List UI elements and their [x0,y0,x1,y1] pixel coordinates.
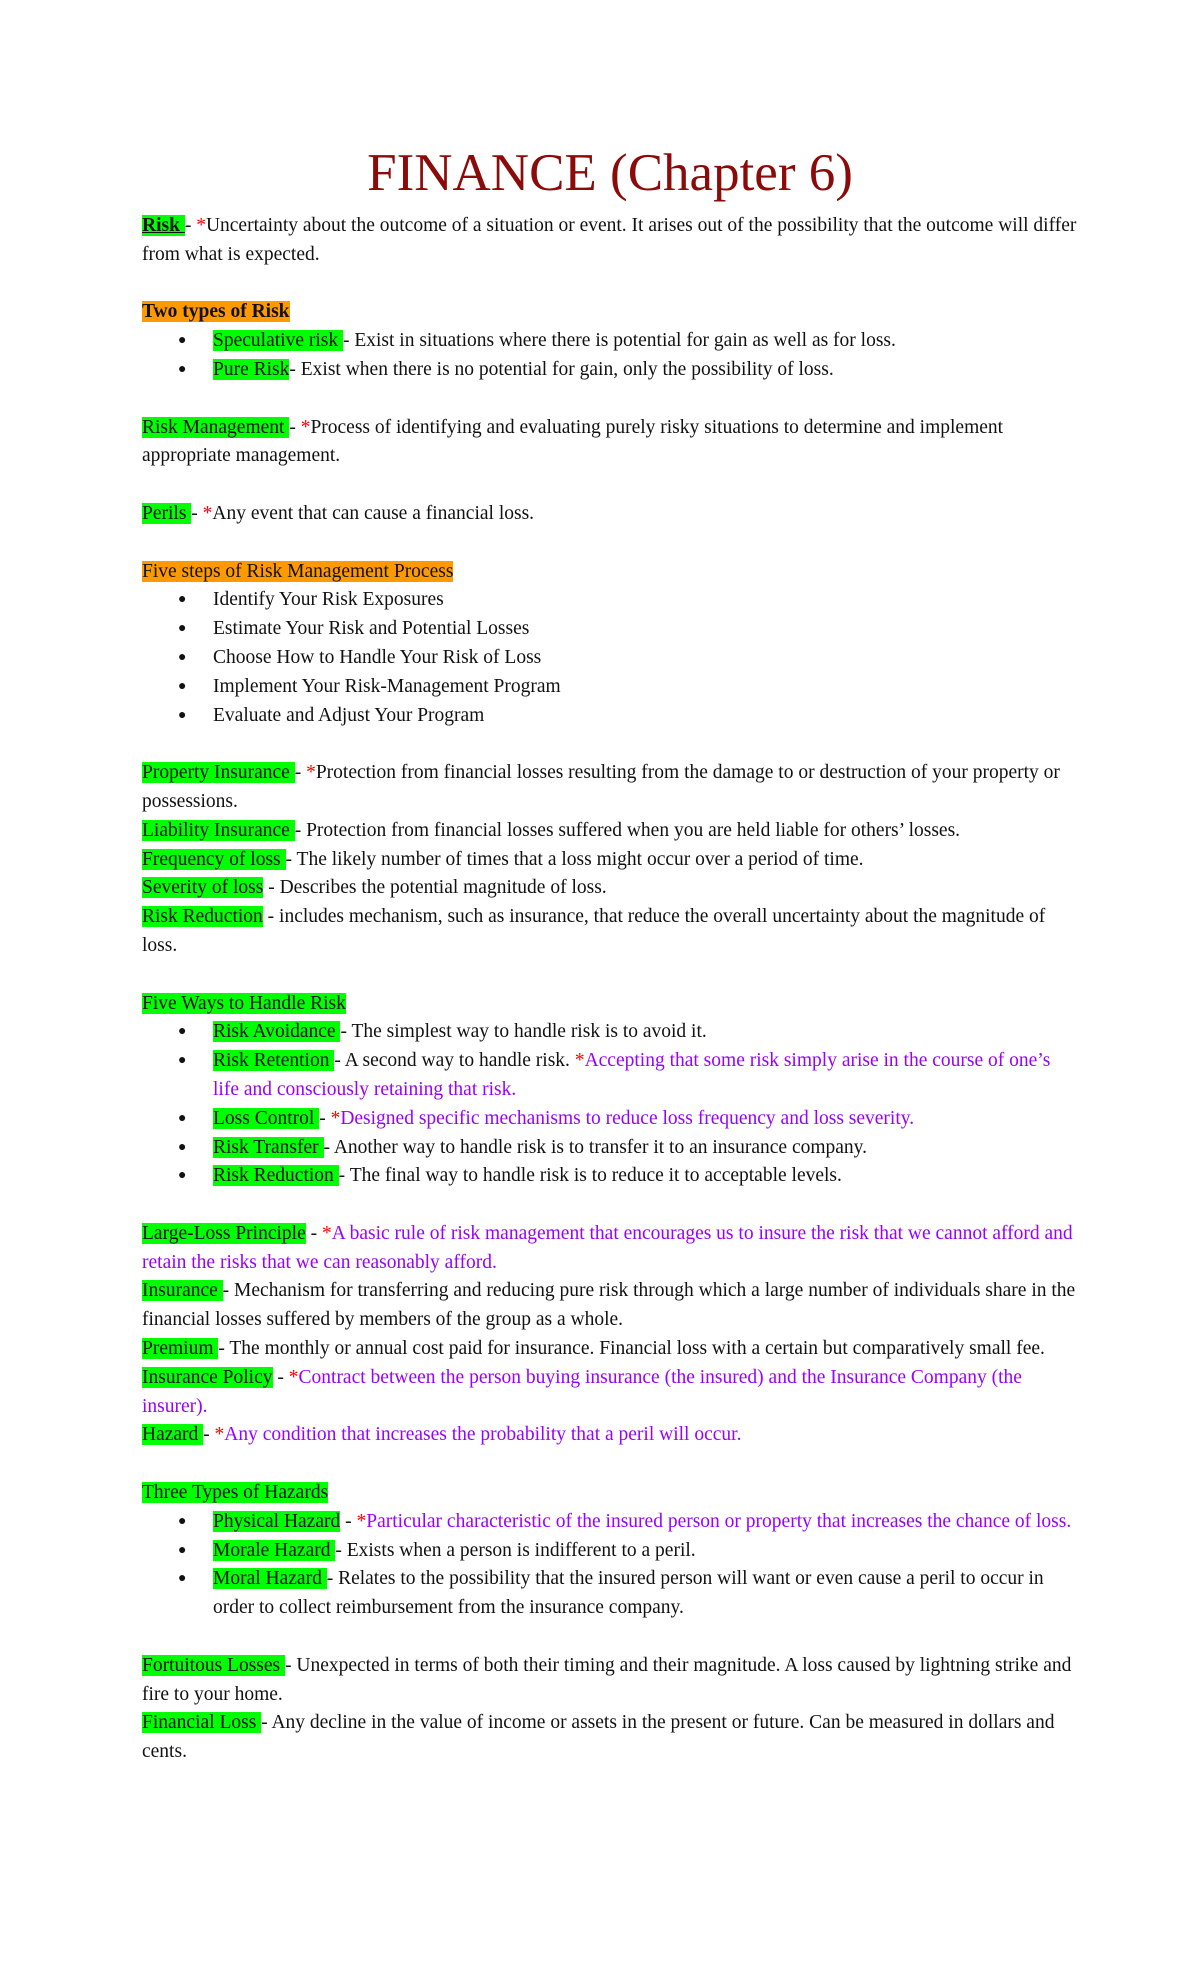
insurance-policy-definition [142,1364,1078,1422]
bullet-icon: ● [178,361,187,377]
spacer [142,529,1078,558]
bullet-icon: ● [178,592,187,608]
section-heading-five-steps [142,558,1078,587]
asterisk: * [202,502,213,524]
definition-text: - Describes the potential magnitude of loss. [263,877,607,899]
document-body [142,138,1078,1767]
risk-management-definition [142,414,1078,472]
hazard-definition [142,1421,1078,1450]
separator: - [289,416,301,438]
three-types-list [142,1508,1078,1623]
definition-text: - The simplest way to handle risk is to avoid it. [340,1021,707,1043]
asterisk: * [330,1107,341,1129]
separator: - [272,1366,289,1388]
asterisk: * [214,1424,225,1446]
note-text: Particular characteristic of the insured person or property that increases the chance of loss. [366,1510,1072,1532]
step-text: Estimate Your Risk and Potential Losses [213,618,530,640]
definition-text: - The likely number of times that a loss might occur over a period of time. [285,848,864,870]
term-financial-loss: Financial Loss [142,1712,262,1734]
term-frequency-of-loss: Frequency of loss [142,848,286,870]
heading-text: Five Ways to Handle Risk [142,992,346,1014]
term-pure-risk: Pure Risk [213,358,290,380]
list-item [142,1508,1078,1537]
definition-text: - Unexpected in terms of both their timing and their magnitude. A loss caused by lightning strike and fire to your home. [142,1654,1072,1705]
term-large-loss-principle: Large-Loss Principle [142,1222,306,1244]
list-item [142,644,1078,673]
step-text: Choose How to Handle Your Risk of Loss [213,646,542,668]
term-perils: Perils [142,502,192,524]
section-heading-three-types [142,1479,1078,1508]
term-morale-hazard: Morale Hazard [213,1539,336,1561]
term-insurance: Insurance [142,1280,223,1302]
spacer [142,270,1078,299]
list-item [142,702,1078,731]
term-loss-control: Loss Control [213,1107,320,1129]
heading-text: Two types of Risk [142,301,290,323]
two-types-list [142,327,1078,385]
risk-definition [142,212,1078,270]
bullet-icon: ● [178,621,187,637]
definition-text: - Exists when a person is indifferent to a peril. [335,1539,696,1561]
asterisk: * [288,1366,299,1388]
page-title: FINANCE (Chapter 6) [367,144,853,202]
definition-text: - The monthly or annual cost paid for insurance. Financial loss with a certain but comparatively small fee. [218,1338,1045,1360]
definition-text: Process of identifying and evaluating purely risky situations to determine and implement appropriate management. [142,416,1004,467]
spacer [142,730,1078,759]
term-speculative-risk: Speculative risk [213,330,343,352]
definition-text: - Any decline in the value of income or assets in the present or future. Can be measured in dollars and cents. [142,1712,1055,1763]
list-item [142,1537,1078,1566]
list-item [142,1565,1078,1623]
premium-definition [142,1335,1078,1364]
large-loss-principle-definition [142,1220,1078,1278]
definition-text: Protection from financial losses resulting from the damage to or destruction of your property or possessions. [142,762,1060,812]
term-risk-transfer: Risk Transfer [213,1136,324,1158]
note-text: Designed specific mechanisms to reduce loss frequency and loss severity. [340,1107,915,1129]
separator: - [184,215,197,236]
step-text: Implement Your Risk-Management Program [213,675,561,697]
definition-text: - Exist in situations where there is potential for gain as well as for loss. [342,330,896,352]
list-item [142,1047,1078,1105]
term-property-insurance: Property Insurance [142,762,295,784]
risk-reduction-definition [142,903,1078,961]
note-text: A basic rule of risk management that encourages us to insure the risk that we cannot afford and retain the risks that we can reasonably afford. [142,1222,1073,1273]
definition-text: - The final way to handle risk is to reduce it to acceptable levels. [338,1165,842,1187]
bullet-icon: ● [178,707,187,723]
term-risk-retention: Risk Retention [213,1050,335,1072]
bullet-icon: ● [178,1110,187,1126]
frequency-of-loss-definition [142,846,1078,875]
term-severity-of-loss: Severity of loss [142,877,264,899]
spacer [142,1450,1078,1479]
list-item [142,1134,1078,1163]
spacer [142,1623,1078,1652]
definition-text: Any event that can cause a financial loss. [212,502,535,524]
definition-text: Uncertainty about the outcome of a situation or event. It arises out of the possibility that the outcome will differ from what is expected. [142,215,1077,265]
list-item [142,586,1078,615]
spacer [142,385,1078,414]
step-text: Evaluate and Adjust Your Program [213,704,485,726]
spacer [142,1191,1078,1220]
section-heading-five-ways [142,990,1078,1019]
term-risk: Risk [142,215,185,236]
asterisk: * [300,416,311,438]
separator: - [305,1222,322,1244]
separator: - [319,1107,331,1129]
bullet-icon: ● [178,1513,187,1529]
term-risk-reduction: Risk Reduction [142,906,263,928]
list-item [142,1018,1078,1047]
note-text: Contract between the person buying insurance (the insured) and the Insurance Company (the insurer). [142,1366,1022,1417]
asterisk: * [196,215,206,236]
spacer [142,961,1078,990]
list-item [142,673,1078,702]
five-ways-list [142,1018,1078,1191]
financial-loss-definition [142,1709,1078,1767]
asterisk: * [574,1050,585,1072]
term-insurance-policy: Insurance Policy [142,1366,273,1388]
term-moral-hazard: Moral Hazard [213,1568,327,1590]
term-hazard: Hazard [142,1424,204,1446]
bullet-icon: ● [178,1571,187,1587]
section-heading-two-types [142,298,1078,327]
definition-text: - Exist when there is no potential for gain, only the possibility of loss. [289,358,834,380]
five-steps-list [142,586,1078,730]
list-item [142,1105,1078,1134]
separator: - [340,1510,357,1532]
perils-definition [142,500,1078,529]
liability-insurance-definition [142,817,1078,846]
definition-text: - A second way to handle risk. [334,1050,575,1072]
term-fortuitous-losses: Fortuitous Losses [142,1654,286,1676]
list-item [142,356,1078,385]
bullet-icon: ● [178,1139,187,1155]
spacer [142,471,1078,500]
term-risk-management: Risk Management [142,416,290,438]
definition-text: - Mechanism for transferring and reducing pure risk through which a large number of individuals share in the financial losses suffered by members of the group as a whole. [142,1280,1076,1331]
term-physical-hazard: Physical Hazard [213,1510,341,1532]
bullet-icon: ● [178,1024,187,1040]
asterisk: * [356,1510,367,1532]
list-item [142,615,1078,644]
heading-text: Five steps of Risk Management Process [142,560,454,582]
definition-text: - Relates to the possibility that the insured person will want or even cause a peril to occur in order to collect reimbursement from the insurance company. [213,1568,1044,1619]
bullet-icon: ● [178,333,187,349]
separator: - [203,1424,215,1446]
definition-text: - Another way to handle risk is to transfer it to an insurance company. [323,1136,868,1158]
fortuitous-losses-definition [142,1652,1078,1710]
bullet-icon: ● [178,1168,187,1184]
bullet-icon: ● [178,678,187,694]
asterisk: * [321,1222,332,1244]
heading-text: Three Types of Hazards [142,1482,329,1504]
term-risk-avoidance: Risk Avoidance [213,1021,341,1043]
note-text: Any condition that increases the probability that a peril will occur. [224,1424,742,1446]
list-item [142,327,1078,356]
property-insurance-definition [142,759,1078,817]
insurance-definition [142,1277,1078,1335]
bullet-icon: ● [178,1542,187,1558]
term-premium: Premium [142,1338,219,1360]
step-text: Identify Your Risk Exposures [213,589,444,611]
separator: - [191,502,203,524]
asterisk: * [306,762,316,784]
definition-text: - includes mechanism, such as insurance, that reduce the overall uncertainty about the magnitude of loss. [142,906,1046,956]
severity-of-loss-definition [142,874,1078,903]
bullet-icon: ● [178,1053,187,1069]
term-liability-insurance: Liability Insurance [142,819,295,841]
list-item [142,1162,1078,1191]
separator: - [294,762,307,784]
note-text: Accepting that some risk simply arise in the course of one’s life and consciously retaining that risk. [213,1050,1051,1100]
definition-text: - Protection from financial losses suffered when you are held liable for others’ losses. [294,819,961,841]
bullet-icon: ● [178,649,187,665]
term-risk-reduction: Risk Reduction [213,1165,339,1187]
